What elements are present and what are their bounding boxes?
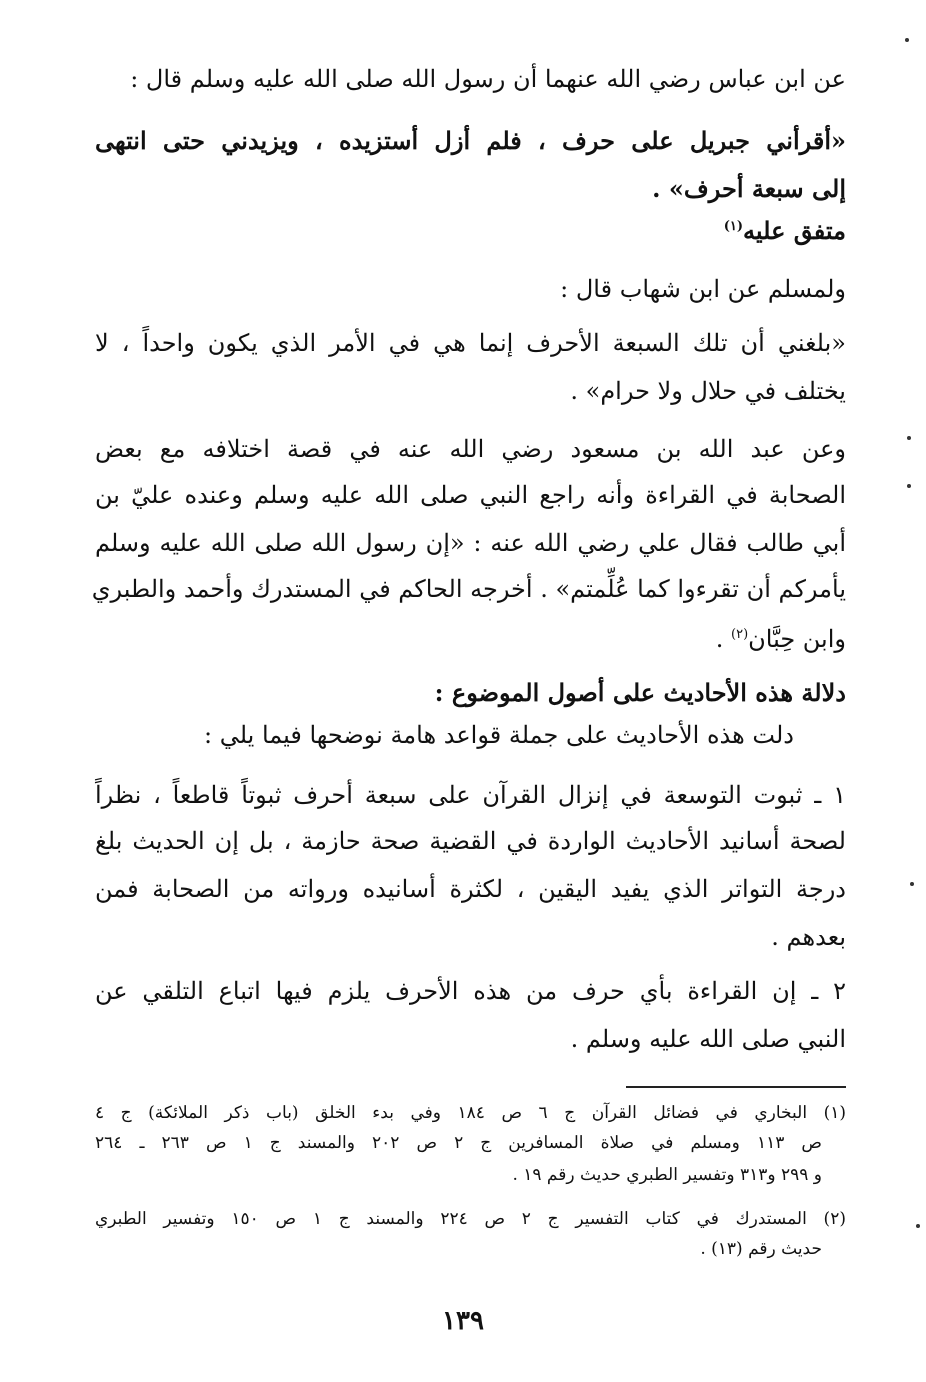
scan-speck — [910, 882, 914, 886]
point-1-line: ١ ـ ثبوت التوسعة في إنزال القرآن على سبعة أحرف ثبوتاً قاطعاً ، نظراً — [95, 781, 846, 809]
footnote-1-line: ص ١١٣ ومسلم في صلاة المسافرين ج ٢ ص ٢٠٢ والمسند ج ١ ص ٢٦٣ ـ ٢٦٤ — [95, 1133, 822, 1153]
hadith-quote-line: إلى سبعة أحرف» . — [652, 174, 846, 203]
attribution-text: متفق عليه — [743, 216, 846, 245]
paragraph-end: . — [715, 625, 731, 653]
quote-line: «بلغني أن تلك السبعة الأحرف إنما هي في الأمر الذي يكون واحداً ، لا — [95, 329, 846, 357]
footnote-ref-2: (٢) — [731, 627, 749, 642]
text-line: دلت هذه الأحاديث على جملة قواعد هامة نوضحها فيما يلي : — [203, 721, 794, 749]
text-line: ولمسلم عن ابن شهاب قال : — [560, 275, 846, 303]
paragraph-line: وعن عبد الله بن مسعود رضي الله عنه في قصة اختلافه مع بعض — [95, 435, 846, 463]
paragraph-line: يأمركم أن تقرءوا كما عُلِّمتم» . أخرجه الحاكم في المستدرك وأحمد والطبري — [91, 575, 846, 603]
point-1-line: درجة التواتر الذي يفيد اليقين ، لكثرة أسانيده ورواته من الصحابة فمن — [95, 875, 846, 903]
footnote-2-line: (٢) المستدرك في كتاب التفسير ج ٢ ص ٢٢٤ والمسند ج ١ ص ١٥٠ وتفسير الطبري — [95, 1209, 846, 1229]
section-heading: دلالة هذه الأحاديث على أصول الموضوع : — [434, 678, 846, 707]
attribution-line — [724, 210, 846, 248]
scan-speck — [907, 484, 911, 488]
footnote-ref-1: (١) — [723, 219, 744, 234]
paragraph-line: أبي طالب فقال علي رضي الله عنه : «إن رسول الله صلى الله عليه وسلم — [95, 529, 847, 557]
scan-speck — [916, 1224, 920, 1228]
text-line: عن ابن عباس رضي الله عنهما أن رسول الله صلى الله عليه وسلم قال : — [130, 65, 846, 93]
point-1-line: لصحة أسانيد الأحاديث الواردة في القضية صحة حازمة ، بل إن الحديث بلغ — [95, 827, 846, 855]
page-number: ١٣٩ — [442, 1306, 484, 1336]
point-2-line: النبي صلى الله عليه وسلم . — [570, 1025, 846, 1053]
point-1-line: بعدهم . — [771, 923, 846, 951]
paragraph-line — [716, 618, 846, 656]
footnote-separator — [626, 1086, 846, 1088]
footnote-2-line: حديث رقم (١٣) . — [700, 1239, 822, 1259]
quote-line: يختلف في حلال ولا حرام» . — [570, 377, 846, 405]
paragraph-text: وابن حِبَّان — [748, 625, 846, 653]
paragraph-line: الصحابة في القراءة وأنه راجع النبي صلى الله عليه وسلم وعنده عليّ بن — [95, 481, 846, 509]
scan-speck — [907, 436, 911, 440]
scan-speck — [905, 38, 909, 42]
footnote-1-line: (١) البخاري في فضائل القرآن ج ٦ ص ١٨٤ وفي بدء الخلق (باب ذكر الملائكة) ج ٤ — [95, 1103, 846, 1123]
footnote-1-line: و ٢٩٩ و٣١٣ وتفسير الطبري حديث رقم ١٩ . — [512, 1165, 822, 1185]
hadith-quote-line: «أقرأني جبريل على حرف ، فلم أزل أستزيده ، ويزيدني حتى انتهى — [95, 126, 846, 155]
point-2-line: ٢ ـ إن القراءة بأي حرف من هذه الأحرف يلزم فيها اتباع التلقي عن — [95, 977, 846, 1005]
